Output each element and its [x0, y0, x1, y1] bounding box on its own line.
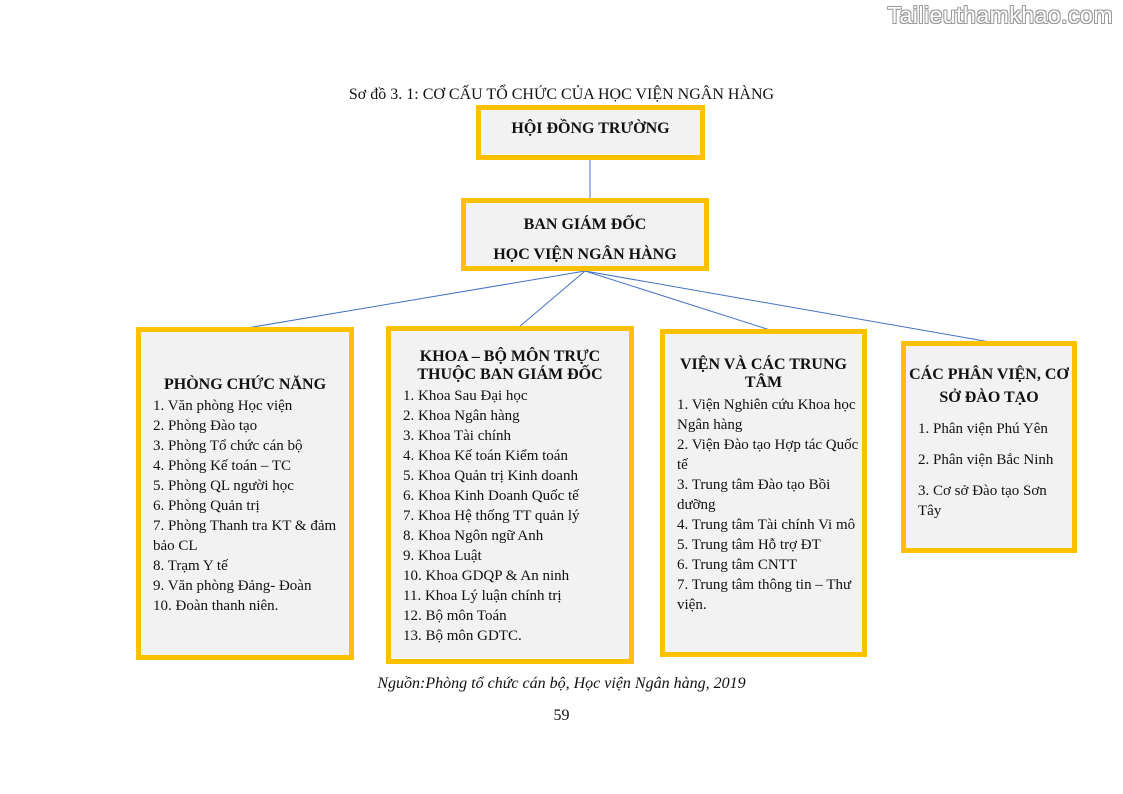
list-item: 9. Văn phòng Đảng- Đoàn: [153, 578, 312, 594]
watermark: Tailieuthamkhao.com: [887, 2, 1113, 28]
board-label-line2: HỌC VIỆN NGÂN HÀNG: [493, 246, 677, 263]
board-label-line1: BAN GIÁM ĐỐC: [523, 216, 647, 233]
unit-title: KHOA – BỘ MÔN TRỰC THUỘC BAN GIÁM ĐỐC: [417, 348, 603, 383]
connector-board-unit-2: [519, 271, 585, 327]
list-item: 3. Trung tâm Đào tạo Bồi dưỡng: [677, 477, 831, 513]
list-item: 10. Đoàn thanh niên.: [153, 598, 279, 614]
list-item: 6. Trung tâm CNTT: [677, 557, 798, 573]
list-item: 5. Trung tâm Hỗ trợ ĐT: [677, 537, 821, 553]
list-item: 8. Trạm Y tế: [153, 558, 228, 574]
unit-list: [153, 396, 349, 616]
unit-title: VIỆN VÀ CÁC TRUNG TÂM: [680, 356, 847, 391]
list-item: 1. Văn phòng Học viện: [153, 398, 293, 414]
list-item: 13. Bộ môn GDTC.: [403, 628, 522, 644]
unit-list: [677, 395, 862, 615]
list-item: 1. Phân viện Phú Yên: [918, 421, 1048, 437]
list-item: 2. Khoa Ngân hàng: [403, 408, 520, 424]
list-item: 1. Khoa Sau Đại học: [403, 388, 528, 404]
list-item: 6. Khoa Kinh Doanh Quốc tế: [403, 488, 579, 504]
list-item: 10. Khoa GDQP & An ninh: [403, 568, 570, 584]
connector-board-unit-3: [585, 271, 770, 330]
list-item: 3. Khoa Tài chính: [403, 428, 512, 444]
source-note: Nguồn:Phòng tổ chức cán bộ, Học viện Ngân hàng, 2019: [377, 675, 746, 692]
list-item: 2. Phân viện Bắc Ninh: [918, 452, 1054, 468]
list-item: 5. Phòng QL người học: [153, 478, 294, 494]
unit-title: CÁC PHÂN VIỆN, CƠ SỞ ĐÀO TẠO: [909, 366, 1069, 406]
diagram-title: Sơ đồ 3. 1: CƠ CẤU TỔ CHỨC CỦA HỌC VIỆN NGÂN HÀNG: [348, 86, 775, 103]
list-item: 11. Khoa Lý luận chính trị: [403, 588, 562, 604]
council-box: [476, 105, 705, 160]
list-item: 7. Trung tâm thông tin – Thư viện.: [677, 577, 852, 613]
list-item: 5. Khoa Quản trị Kinh doanh: [403, 468, 578, 484]
list-item: 3. Phòng Tổ chức cán bộ: [153, 438, 303, 454]
unit-box-branches: [901, 341, 1077, 553]
list-item: 9. Khoa Luật: [403, 548, 482, 564]
connector-board-unit-1: [247, 271, 585, 328]
list-item: 3. Cơ sở Đào tạo Sơn Tây: [918, 483, 1047, 519]
unit-box-faculties: [386, 326, 634, 664]
unit-title: PHÒNG CHỨC NĂNG: [163, 376, 327, 393]
list-item: 12. Bộ môn Toán: [403, 608, 507, 624]
unit-list: [403, 386, 629, 646]
list-item: 2. Phòng Đào tạo: [153, 418, 258, 434]
list-item: 2. Viện Đào tạo Hợp tác Quốc tế: [677, 437, 859, 473]
list-item: 7. Phòng Thanh tra KT & đảm bảo CL: [153, 518, 337, 554]
list-item: 6. Phòng Quản trị: [153, 498, 260, 514]
unit-box-institutes-centers: [660, 329, 867, 657]
council-label: HỘI ĐỒNG TRƯỜNG: [511, 120, 670, 137]
unit-box-functional-offices: [136, 327, 354, 660]
list-item: 1. Viện Nghiên cứu Khoa học Ngân hàng: [677, 397, 856, 433]
unit-list: [918, 419, 1072, 521]
list-item: 4. Khoa Kế toán Kiểm toán: [403, 448, 568, 464]
list-item: 4. Trung tâm Tài chính Vi mô: [677, 517, 856, 533]
list-item: 7. Khoa Hệ thống TT quản lý: [403, 508, 580, 524]
board-box: [461, 198, 709, 271]
list-item: 8. Khoa Ngôn ngữ Anh: [403, 528, 544, 544]
page-number: 59: [553, 707, 570, 724]
list-item: 4. Phòng Kế toán – TC: [153, 458, 292, 474]
